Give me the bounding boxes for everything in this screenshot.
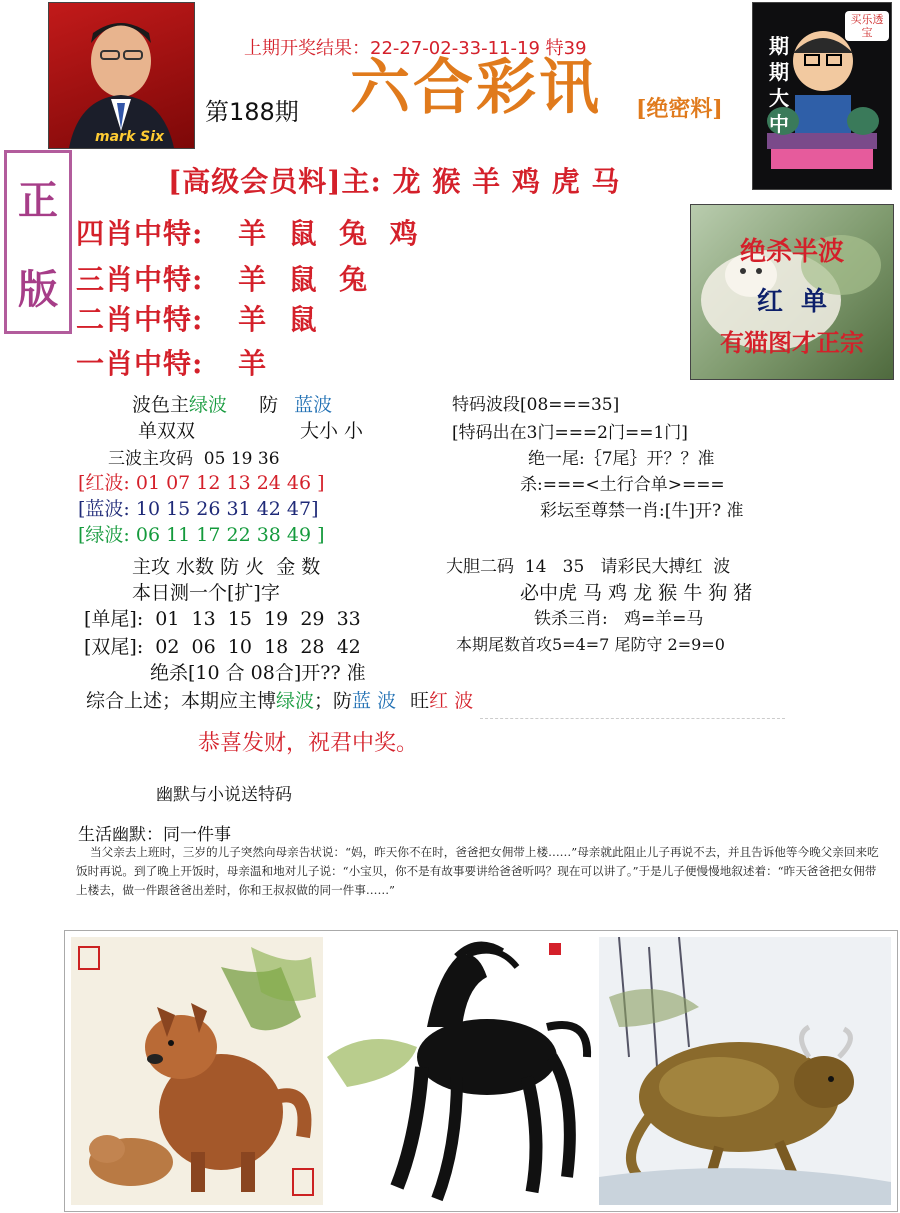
last-result-special: 特39 xyxy=(545,38,587,59)
bold-two-codes: 大胆二码 14 35 请彩民大搏红 波 xyxy=(446,557,731,577)
brand-title: 六合彩讯 xyxy=(350,53,602,123)
ox-painting xyxy=(599,937,891,1205)
cartoon-badge: 买乐透宝 xyxy=(845,11,889,41)
test-char: 本日测一个[扩]字 xyxy=(132,582,280,604)
wave-guard-value: 蓝波 xyxy=(294,394,333,416)
summary-prefix: 综合上述；本期应主博 xyxy=(86,690,277,712)
brand-suffix: [绝密料] xyxy=(636,96,723,122)
genuine-version-frame xyxy=(4,150,72,334)
cat-line-1: 绝杀半波 xyxy=(739,237,844,267)
issue-number: 第188期 xyxy=(205,98,299,126)
pick-four xyxy=(76,212,419,252)
summary-mid2: 旺 xyxy=(410,690,430,712)
pick-zodiacs: 羊 鼠 兔 xyxy=(238,263,369,296)
pick-one xyxy=(76,342,267,382)
pick-two xyxy=(76,298,318,338)
special-range: 特码波段[08===35] xyxy=(452,395,620,415)
green-wave-numbers: [绿波: 06 11 17 22 38 49 ] xyxy=(78,524,325,546)
blessing: 恭喜发财，祝君中奖。 xyxy=(198,731,419,756)
dog-painting xyxy=(71,937,323,1205)
genuine-char-1: 正 xyxy=(18,177,58,224)
story-body: 当父亲去上班时，三岁的儿子突然向母亲告状说：“妈，昨天你不在时，爸爸把女佣带上楼……”母亲就此阻止儿子再说不去，并且告诉他等今晚父亲回来吃饭时再说。到了晚上开饭时，母亲温和地对儿子说：“小宝贝，你不是有故事要讲给爸爸听吗？现在可以讲了。”于是儿子便慢慢地叙述着：“昨天爸爸把女佣带上楼去，做一件跟爸爸出差时，你和王叔叔做的同一件事……” xyxy=(76,845,879,897)
story-section-title: 幽默与小说送特码 xyxy=(156,785,292,805)
kill-combo: 绝杀[10 合 08合]开?? 准 xyxy=(150,662,366,684)
wave-main-value: 绿波 xyxy=(189,394,228,416)
member-zodiacs: 龙 猴 羊 鸡 虎 马 xyxy=(392,165,621,198)
pick-label: 三肖中特: xyxy=(76,263,204,296)
goat-icon xyxy=(327,937,595,1205)
cartoon-vertical-text: 期期大中 xyxy=(769,34,789,136)
last-result-label: 上期开奖结果： xyxy=(244,38,370,59)
host-portrait-icon xyxy=(49,3,194,148)
summary-wave-main: 绿波 xyxy=(276,690,315,712)
genuine-char-2: 版 xyxy=(18,266,58,313)
three-wave-attack: 三波主攻码 05 19 36 xyxy=(108,449,280,469)
pick-zodiacs: 羊 鼠 xyxy=(238,303,318,336)
member-label: [高级会员料]主: xyxy=(168,165,382,198)
pick-zodiacs: 羊 鼠 兔 鸡 xyxy=(238,217,419,250)
blue-wave-numbers: [蓝波: 10 15 26 31 42 47] xyxy=(78,498,319,520)
cat-photo-box xyxy=(690,204,894,380)
iron-kill: 铁杀三肖: 鸡=羊=马 xyxy=(534,609,704,629)
red-wave-numbers: [红波: 01 07 12 13 24 46 ] xyxy=(78,472,325,494)
big-small: 大小 小 xyxy=(300,420,364,442)
tail-attack: 本期尾数首攻5=4=7 尾防守 2=9=0 xyxy=(456,635,725,654)
odd-even: 单双双 xyxy=(138,420,196,442)
cat-line-3: 有猫图才正宗 xyxy=(720,328,864,357)
dog-icon xyxy=(71,937,323,1205)
forbidden-zodiac: 彩坛至尊禁一肖:[牛]开? 准 xyxy=(540,501,744,521)
summary-line xyxy=(86,686,473,713)
member-main-zodiacs xyxy=(168,160,620,200)
divider xyxy=(480,718,785,719)
lucky-cartoon xyxy=(752,2,892,190)
summary-wave-hot: 红 波 xyxy=(429,690,474,712)
must-hit-zodiacs: 必中虎 马 鸡 龙 猴 牛 狗 猪 xyxy=(520,582,753,604)
kill-element: 杀:===<土行合单>=== xyxy=(520,475,725,495)
pick-three xyxy=(76,258,368,298)
pick-label: 四肖中特: xyxy=(76,217,204,250)
special-door: [特码出在3门===2门==1门] xyxy=(452,423,688,443)
story-title: 生活幽默：同一件事 xyxy=(78,825,231,845)
summary-wave-guard: 蓝 波 xyxy=(352,690,397,712)
last-result-numbers: 22-27-02-33-11-19 xyxy=(370,38,540,59)
wave-main xyxy=(132,390,332,417)
host-photo xyxy=(48,2,195,149)
pick-label: 一肖中特: xyxy=(76,347,204,380)
kill-tail: 绝一尾:｛7尾｝开？？准 xyxy=(528,449,715,469)
mark-six-logo: mark Six xyxy=(95,129,165,145)
pick-zodiacs: 羊 xyxy=(238,347,268,380)
element-attack: 主攻 水数 防 火 金 数 xyxy=(132,556,321,578)
ox-icon xyxy=(599,937,891,1205)
wave-main-prefix: 波色主 xyxy=(132,394,190,416)
single-tail: [单尾]: 01 13 15 19 29 33 xyxy=(84,608,361,630)
wave-guard-prefix: 防 xyxy=(259,394,279,416)
double-tail: [双尾]: 02 06 10 18 28 42 xyxy=(84,636,361,658)
goat-painting xyxy=(327,937,595,1205)
summary-mid: ；防 xyxy=(314,690,353,712)
cat-line-2: 红 单 xyxy=(756,287,828,317)
pick-label: 二肖中特: xyxy=(76,303,204,336)
zodiac-painting-strip xyxy=(64,930,898,1212)
